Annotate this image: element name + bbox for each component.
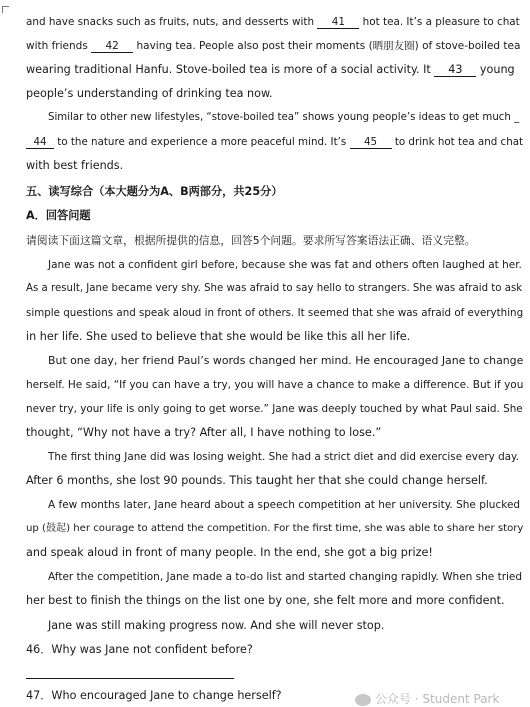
text-line: with best friends. bbox=[26, 159, 124, 172]
text-segment: and have snacks such as fruits, nuts, and desserts with bbox=[26, 16, 318, 28]
text-line bbox=[26, 38, 522, 54]
passage-line: But one day, her friend Paul’s words changed her mind. He encouraged Jane to change bbox=[48, 354, 524, 367]
text-line bbox=[26, 62, 522, 78]
section-heading: 五、读写综合（本大题分为A、B两部分，共25分） bbox=[26, 185, 283, 198]
part-heading: A．回答问题 bbox=[26, 209, 91, 222]
text-line: people’s understanding of drinking tea now. bbox=[26, 87, 273, 100]
blank-42: 42 bbox=[91, 40, 133, 53]
question-46: 46．Why was Jane not confident before? bbox=[26, 643, 253, 656]
passage-line: thought, “Why not have a try? After all, I have nothing to lose.” bbox=[26, 426, 382, 439]
passage-line: herself. He said, “If you can have a try, you will have a chance to make a difference. But if you bbox=[26, 379, 524, 391]
question-47: 47．Who encouraged Jane to change herself? bbox=[26, 689, 282, 702]
passage-line: simple questions and speak aloud in front of others. It seemed that she was afraid of everything bbox=[26, 307, 524, 319]
text-line bbox=[26, 14, 522, 30]
passage-line: in her life. She used to believe that she would be like this all her life. bbox=[26, 330, 411, 343]
text-segment: hot tea. It’s a pleasure to chat bbox=[359, 16, 520, 28]
passage-line: Jane was not a confident girl before, because she was fat and others often laughed at her. bbox=[48, 259, 522, 271]
blank-43: 43 bbox=[434, 64, 476, 77]
blank-44: 44 bbox=[26, 136, 54, 149]
passage-line: and speak aloud in front of many people. In the end, she got a big prize! bbox=[26, 546, 433, 559]
answer-line-46[interactable] bbox=[26, 678, 234, 679]
text-segment: having tea. People also post their moments (晒朋友圈) of stove-boiled tea bbox=[133, 40, 521, 52]
blank-45: 45 bbox=[350, 136, 392, 149]
margin-mark bbox=[2, 6, 9, 13]
passage-line: After 6 months, she lost 90 pounds. This taught her that she could change herself. bbox=[26, 474, 488, 487]
passage-line: up (鼓起) her courage to attend the competition. For the first time, she was able to share her story bbox=[26, 523, 524, 534]
text-segment: to drink hot tea and chat bbox=[391, 136, 524, 148]
watermark bbox=[355, 690, 499, 707]
text-segment: to the nature and experience a more peaceful mind. It’s bbox=[54, 136, 350, 148]
instructions: 请阅读下面这篇文章，根据所提供的信息，回答5个问题。要求所写答案语法正确、语义完整。 bbox=[26, 234, 476, 247]
passage-line: After the competition, Jane made a to-do list and started changing rapidly. When she tried bbox=[48, 571, 523, 583]
wechat-icon bbox=[355, 694, 371, 706]
passage-line: The first thing Jane did was losing weight. She had a strict diet and did exercise every day. bbox=[48, 451, 520, 463]
text-line bbox=[26, 134, 522, 150]
watermark-text: 公众号 · Student Park bbox=[375, 692, 500, 706]
text-line: Similar to other new lifestyles, “stove-boiled tea” shows young people’s ideas to get much _ bbox=[48, 112, 520, 123]
passage-line: A few months later, Jane heard about a speech competition at her university. She plucked bbox=[48, 499, 521, 511]
passage-line: Jane was still making progress now. And she will never stop. bbox=[48, 619, 385, 632]
text-segment: with friends bbox=[26, 40, 92, 52]
passage-line: As a result, Jane became very shy. She was afraid to say hello to strangers. She was afraid to ask bbox=[26, 283, 523, 294]
blank-41: 41 bbox=[317, 16, 359, 29]
text-segment: young bbox=[476, 63, 515, 76]
passage-line: her best to finish the things on the list one by one, she felt more and more confident. bbox=[26, 594, 505, 607]
passage-line: never try, your life is only going to get worse.” Jane was deeply touched by what Paul said. She bbox=[26, 403, 523, 415]
text-segment: wearing traditional Hanfu. Stove-boiled tea is more of a social activity. It bbox=[26, 63, 435, 76]
